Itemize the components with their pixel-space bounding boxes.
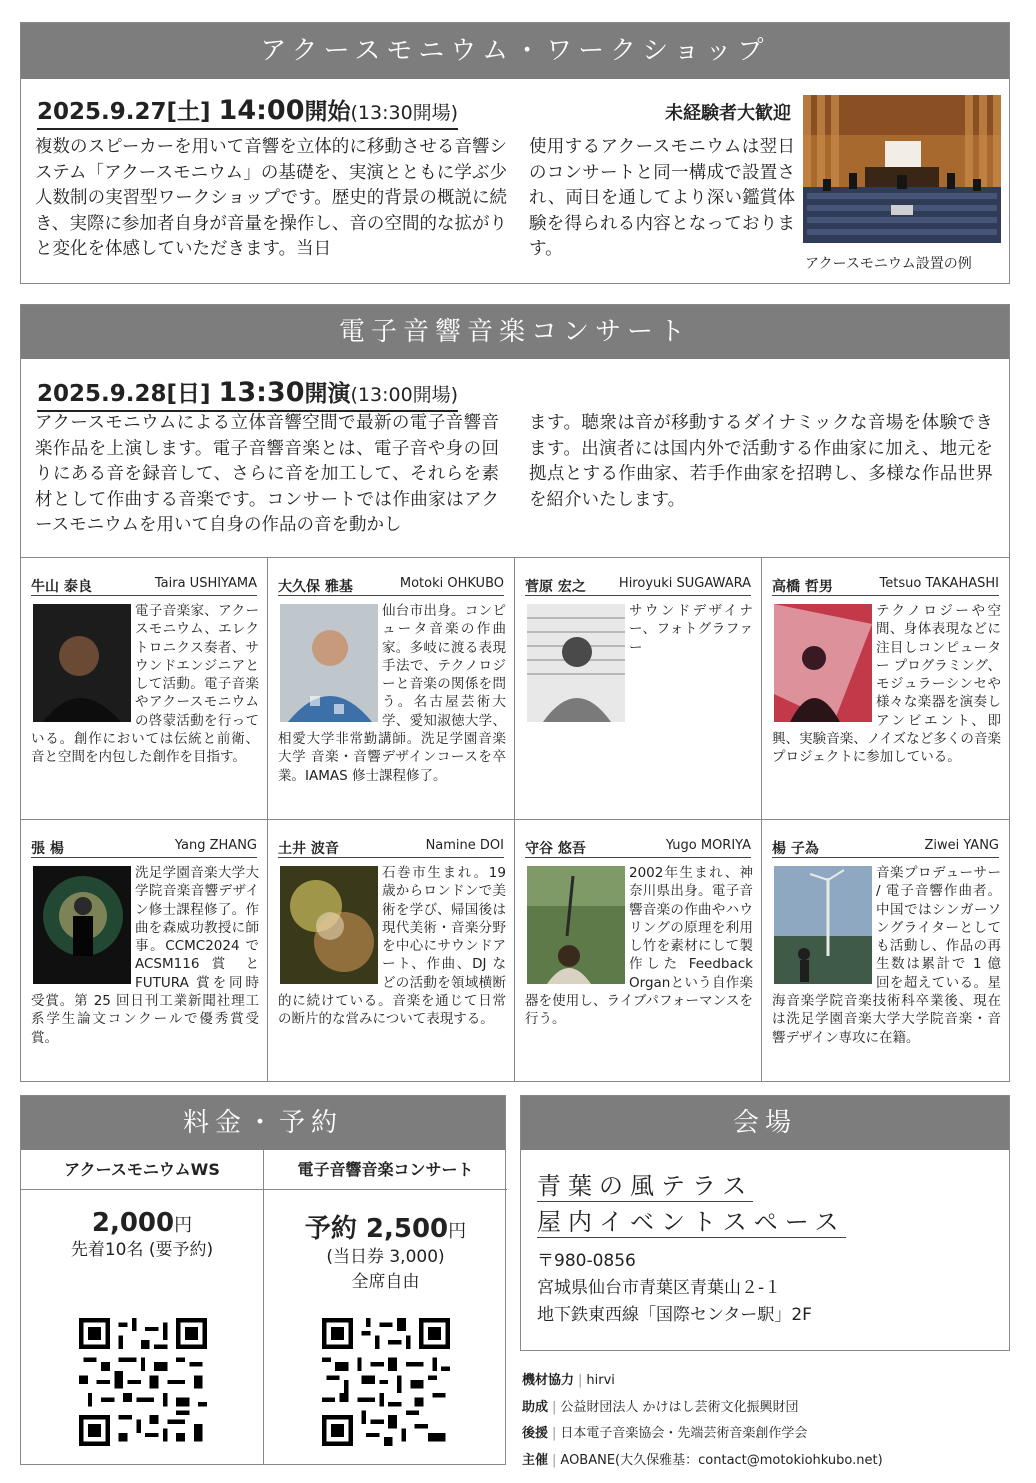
performer-header: [278, 836, 504, 858]
concert-start: 開演: [304, 381, 351, 407]
workshop-date: 2025.9.27[土]: [37, 99, 211, 125]
ws-note: 先着10名 (要予約): [70, 1240, 214, 1260]
performer-card: [268, 557, 515, 819]
ws-fee-column: [21, 1150, 264, 1464]
performer-name: 張 楊: [31, 841, 64, 857]
concert-time: 13:30: [218, 377, 305, 408]
performer-header: [772, 574, 999, 596]
concert-section: [20, 304, 1010, 1082]
concert-desc-right: ます。聴衆は音が移動するダイナミックな音場を体験できます。出演者には国内外で活動する作曲家に加え、地元を拠点とする作曲家、若手作曲家を招聘し、多様な作品世界を紹介いたします。: [529, 413, 993, 510]
photo-caption: アクースモニウム設置の例: [805, 256, 972, 272]
credit-line: 助成 | 公益財団法人 かけはし芸術文化振興財団: [522, 1399, 799, 1415]
concert-price: 予約 2,500円: [304, 1214, 467, 1244]
concert-open: (13:00開場): [350, 384, 459, 406]
performer-bio: 音楽プロデューサー / 電子音響作曲者。中国ではシンガーソングライターとしても活動し、作品の再生数は累計で 1 億回を超えている。星海音楽学院音楽技術科卒業後、現在は洗足学園音楽大学大学院音楽・音響デザイン専攻に在籍。: [772, 865, 1001, 1046]
workshop-section: [20, 22, 1010, 284]
welcome-label: 未経験者大歓迎: [665, 103, 791, 124]
performer-name: 高橋 哲男: [772, 579, 833, 595]
concert-note-door: (当日券 3,000): [326, 1247, 445, 1267]
workshop-desc-right: 使用するアクースモニウムは翌日のコンサートと同一構成で設置され、両日を通してより深い鑑賞体験を得られる内容となっております。: [529, 137, 795, 259]
venue-access: 地下鉄東西線「国際センター駅」2F: [537, 1305, 812, 1325]
performer-bio: 仙台市出身。コンピュータ音楽の作曲家。多岐に渡る表現手法で、テクノロジーと音楽の関係を問う。名古屋芸術大学、愛知淑徳大学、相愛大学非常勤講師。洗足学園音楽大学 音楽・音響デザインコースを卒業。IAMAS 修士課程修了。: [278, 603, 506, 784]
performer-header: [31, 574, 257, 596]
performer-header: [278, 574, 504, 596]
performer-bio: サウンドデザイナー、フォトグラファー: [629, 603, 753, 656]
performer-header: [772, 836, 999, 858]
performer-name-en: Motoki OHKUBO: [399, 576, 504, 591]
performer-bio: 石巻市生まれ。19 歳からロンドンで美術を学び、帰国後は現代美術・音楽分野を中心にサウンドアート、作曲、DJ などの活動を領域横断的に続けている。音楽を通じて日常の断片的な営みについて表現する。: [278, 865, 506, 1028]
performer-bio: テクノロジーや空間、身体表現などに注目しコンピューター プログラミング、モジュラーシンセや様々な楽器を演奏しアンビエント、即興、実験音楽、ノイズなど多くの音楽プロジェクトに参加している。: [772, 603, 1001, 766]
ws-fee-label: アクースモニウムWS: [21, 1150, 263, 1190]
performer-name: 守谷 悠吾: [525, 841, 586, 857]
performer-card: [21, 557, 268, 819]
venue-section: [520, 1095, 1010, 1351]
concert-fee-column: [264, 1150, 507, 1464]
acousmonium-photo: [803, 95, 1001, 243]
performer-card: [515, 819, 762, 1081]
workshop-time: 14:00: [218, 95, 305, 126]
workshop-desc-left: 複数のスピーカーを用いて音響を立体的に移動させる音響システム「アクースモニウム」の基礎を、実演とともに学ぶ少人数制の実習型ワークショップです。歴史的背景の概説に続き、実際に参加者自身が音量を操作し、音の空間的な拡がりと変化を体感していただきます。当日: [35, 137, 507, 259]
concert-note-seating: 全席自由: [351, 1272, 420, 1292]
performer-name: 牛山 泰良: [31, 579, 92, 595]
venue-name-line1: 青葉の風テラス: [537, 1166, 753, 1202]
workshop-dateline: [37, 93, 458, 130]
credit-line: 主催 | AOBANE(大久保雅基：contact@motokiohkubo.net): [522, 1452, 883, 1468]
venue-address: [537, 1248, 812, 1329]
performer-card: [21, 819, 268, 1081]
performer-name-en: Hiroyuki SUGAWARA: [618, 576, 751, 591]
performer-header: [31, 836, 257, 858]
venue-header: 会場: [521, 1096, 1009, 1150]
performer-card: [762, 557, 1009, 819]
venue-name-line2: 屋内イベントスペース: [537, 1202, 846, 1238]
performer-name-en: Tetsuo TAKAHASHI: [879, 576, 999, 591]
venue-postal: 〒980-0856: [537, 1251, 636, 1271]
workshop-open: (13:30開場): [350, 102, 459, 124]
performer-name-en: Yang ZHANG: [174, 838, 257, 853]
ws-qr-code[interactable]: [79, 1318, 207, 1446]
performer-name: 土井 波音: [278, 841, 339, 857]
fees-header: 料金・予約: [21, 1096, 505, 1150]
performer-header: [525, 836, 751, 858]
ws-price: 2,000円: [91, 1208, 193, 1238]
performer-name-en: Taira USHIYAMA: [154, 576, 257, 591]
performer-bio: 2002年生まれ、神奈川県出身。電子音響音楽の作曲やハウリングの原理を利用し竹を素材にして製作した Feedback Organという自作楽器を使用し、ライブパフォーマンスを行う。: [525, 865, 753, 1028]
performer-name: 菅原 宏之: [525, 579, 586, 595]
credit-line: 機材協力 | hirvi: [522, 1373, 615, 1388]
performer-bio: 洗足学園音楽大学大学院音楽音響デザイン修士課程修了。作曲を森威功教授に師事。CCMC2024 で ACSM116 賞 と FUTURA 賞を同時受賞。第 25 回日刊工業新聞社理工系学生論文コンクールで優秀賞受賞。: [31, 865, 259, 1046]
credits: [522, 1368, 1002, 1474]
concert-qr-code[interactable]: [322, 1318, 450, 1446]
workshop-start: 開始: [304, 99, 351, 125]
fees-section: [20, 1095, 506, 1465]
concert-header: 電子音響音楽コンサート: [21, 305, 1009, 359]
concert-date: 2025.9.28[日]: [37, 381, 211, 407]
concert-dateline: [37, 375, 458, 412]
credit-line: 後援 | 日本電子音楽協会・先端芸術音楽創作学会: [522, 1426, 808, 1441]
performer-name-en: Namine DOI: [425, 838, 504, 853]
concert-desc-left: アクースモニウムによる立体音響空間で最新の電子音響音楽作品を上演します。電子音響音楽とは、電子音や身の回りにある音を録音して、さらに音を加工して、それらを素材として作曲する音楽です。コンサートでは作曲家はアクースモニウムを用いて自身の作品の音を動かし: [35, 413, 499, 535]
venue-street: 宮城県仙台市青葉区青葉山２-１: [537, 1278, 782, 1298]
concert-fee-label: 電子音響音楽コンサート: [264, 1150, 507, 1190]
workshop-header: アクースモニウム・ワークショップ: [21, 23, 1009, 79]
performer-bio: 電子音楽家、アクースモニウム、エレクトロニクス奏者、サウンドエンジニアとして活動。電子音楽やアクースモニウムの啓蒙活動を行っている。創作においては伝統と前衛、音と空間を内包した創作を目指す。: [31, 603, 259, 766]
performer-name: 大久保 雅基: [278, 579, 353, 595]
performer-card: [515, 557, 762, 819]
performer-card: [762, 819, 1009, 1081]
performer-name-en: Yugo MORIYA: [665, 838, 751, 853]
performer-name: 楊 子為: [772, 841, 819, 857]
performer-header: [525, 574, 751, 596]
performer-card: [268, 819, 515, 1081]
performer-name-en: Ziwei YANG: [924, 838, 999, 853]
